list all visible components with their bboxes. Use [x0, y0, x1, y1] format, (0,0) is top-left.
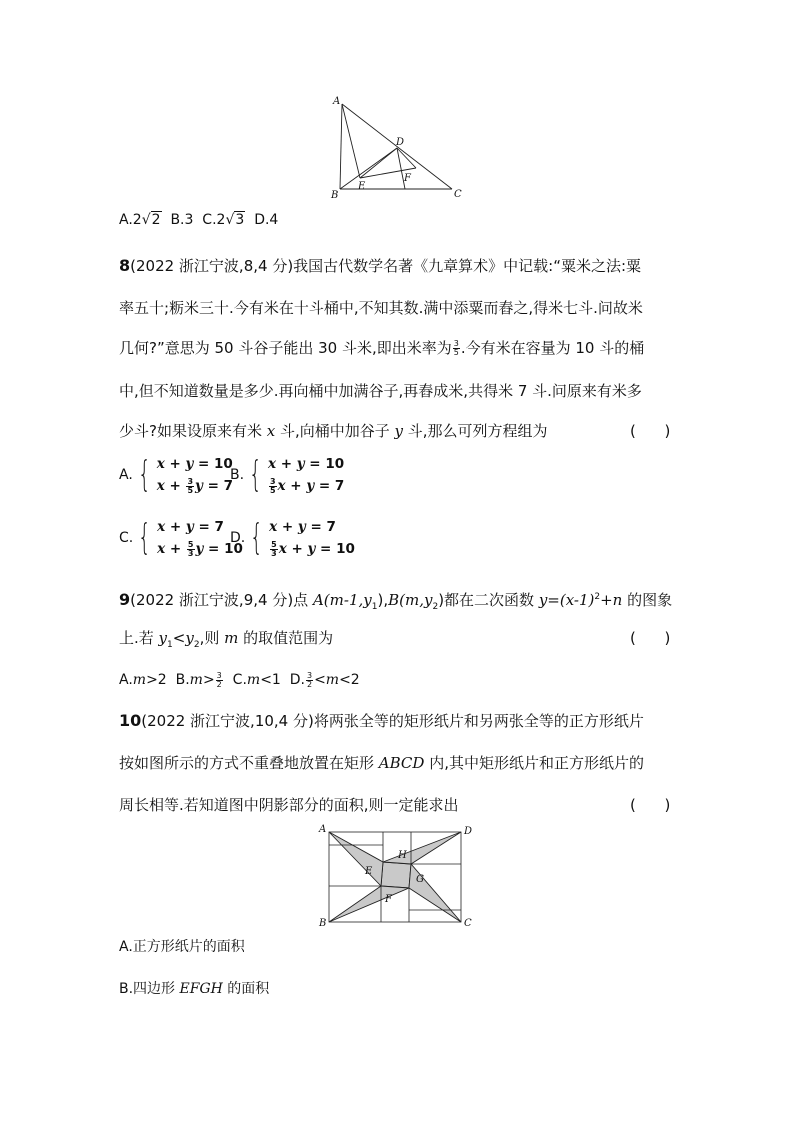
brace-symbol: { — [137, 454, 151, 495]
question-number: 10 — [119, 711, 142, 730]
label-d: D — [464, 826, 473, 837]
label-g: G — [416, 874, 424, 885]
label-b: B — [319, 918, 327, 929]
label-c: C — [464, 918, 472, 929]
answer-blank: ( ) — [630, 629, 671, 647]
q7-options: A.2√2 B.3 C.2√3 D.4 — [119, 212, 279, 228]
q8-option-c: C. { x + y = 7 x + $\frac{5}{3}$ y = 10 — [119, 517, 243, 558]
q9-line-2: 上.若 $y_1<y_2$,则 m 的取值范围为 — [119, 629, 334, 650]
sqrt-symbol: √3 — [225, 212, 245, 228]
q8-line-5: 少斗?如果设原来有米 x 斗,向桶中加谷子 y 斗,那么可列方程组为 — [119, 422, 548, 440]
label-a: A — [319, 824, 327, 835]
label-c: C — [454, 189, 462, 200]
q8-line-1: 8(2022 浙江宁波,8,4 分)我国古代数学名著《九章算术》中记载:“粟米之法:粟 — [119, 256, 642, 275]
q10-option-a: A.正方形纸片的面积 — [119, 939, 245, 955]
brace-symbol: { — [249, 454, 262, 495]
label-b: B — [331, 190, 339, 201]
q10-option-b: B.四边形 EFGH 的面积 — [119, 981, 270, 997]
label-e: E — [365, 866, 373, 877]
fraction-3-5: $\frac{3}{5}$ — [453, 339, 459, 357]
q8-option-a: A. { x + y = 10 x + $\frac{3}{5}$ y = 7 — [119, 454, 234, 495]
rectangle-diagram — [315, 822, 475, 930]
label-f: F — [385, 894, 392, 905]
answer-blank: ( ) — [630, 422, 671, 440]
rectangle-figure-q10 — [315, 822, 475, 930]
answer-blank: ( ) — [630, 796, 671, 814]
label-e: E — [358, 181, 366, 192]
triangle-figure-q7 — [328, 96, 468, 202]
label-a: A — [333, 96, 341, 107]
q10-line-3: 周长相等.若知道图中阴影部分的面积,则一定能求出 — [119, 796, 459, 814]
label-d: D — [396, 137, 405, 148]
label-h: H — [398, 850, 407, 861]
q10-line-1: 10(2022 浙江宁波,10,4 分)将两张全等的矩形纸片和另两张全等的正方形纸片 — [119, 711, 644, 730]
q8-option-b: B. { x + y = 10 $\frac{3}{5}$ x + y = 7 — [230, 454, 345, 495]
sqrt-symbol: √2 — [141, 212, 161, 228]
q10-line-2: 按如图所示的方式不重叠地放置在矩形 ABCD 内,其中矩形纸片和正方形纸片的 — [119, 754, 644, 772]
q8-line-2: 率五十;粝米三十.今有米在十斗桶中,不知其数.满中添粟而舂之,得米七斗.问故米 — [119, 299, 643, 317]
brace-symbol: { — [250, 517, 263, 558]
q8-option-d: D. { x + y = 7 $\frac{5}{3}$ x + y = 10 — [230, 517, 355, 558]
q8-line-4: 中,但不知道数量是多少.再向桶中加满谷子,再舂成米,共得米 7 斗.问原来有米多 — [119, 382, 642, 400]
q8-line-3: 几何?”意思为 50 斗谷子能出 30 斗米,即出米率为 $\frac{3}{5}$ .今有米在容量为 10 斗的桶 — [119, 339, 645, 357]
q9-options: A.m>2 B.m> $\frac{3}{2}$ C.m<1 D. $\frac{3}{2}$ <m<2 — [119, 670, 360, 689]
label-f: F — [404, 173, 411, 184]
triangle-diagram — [328, 96, 468, 202]
question-number: 9 — [119, 590, 131, 609]
brace-symbol: { — [138, 517, 151, 558]
question-number: 8 — [119, 256, 131, 275]
q9-line-1: 9(2022 浙江宁波,9,4 分)点 $A(m-1,y_1),B(m,y_2)$都在二次函数 $y=(x-1)^2+n$ 的图象 — [119, 590, 673, 612]
